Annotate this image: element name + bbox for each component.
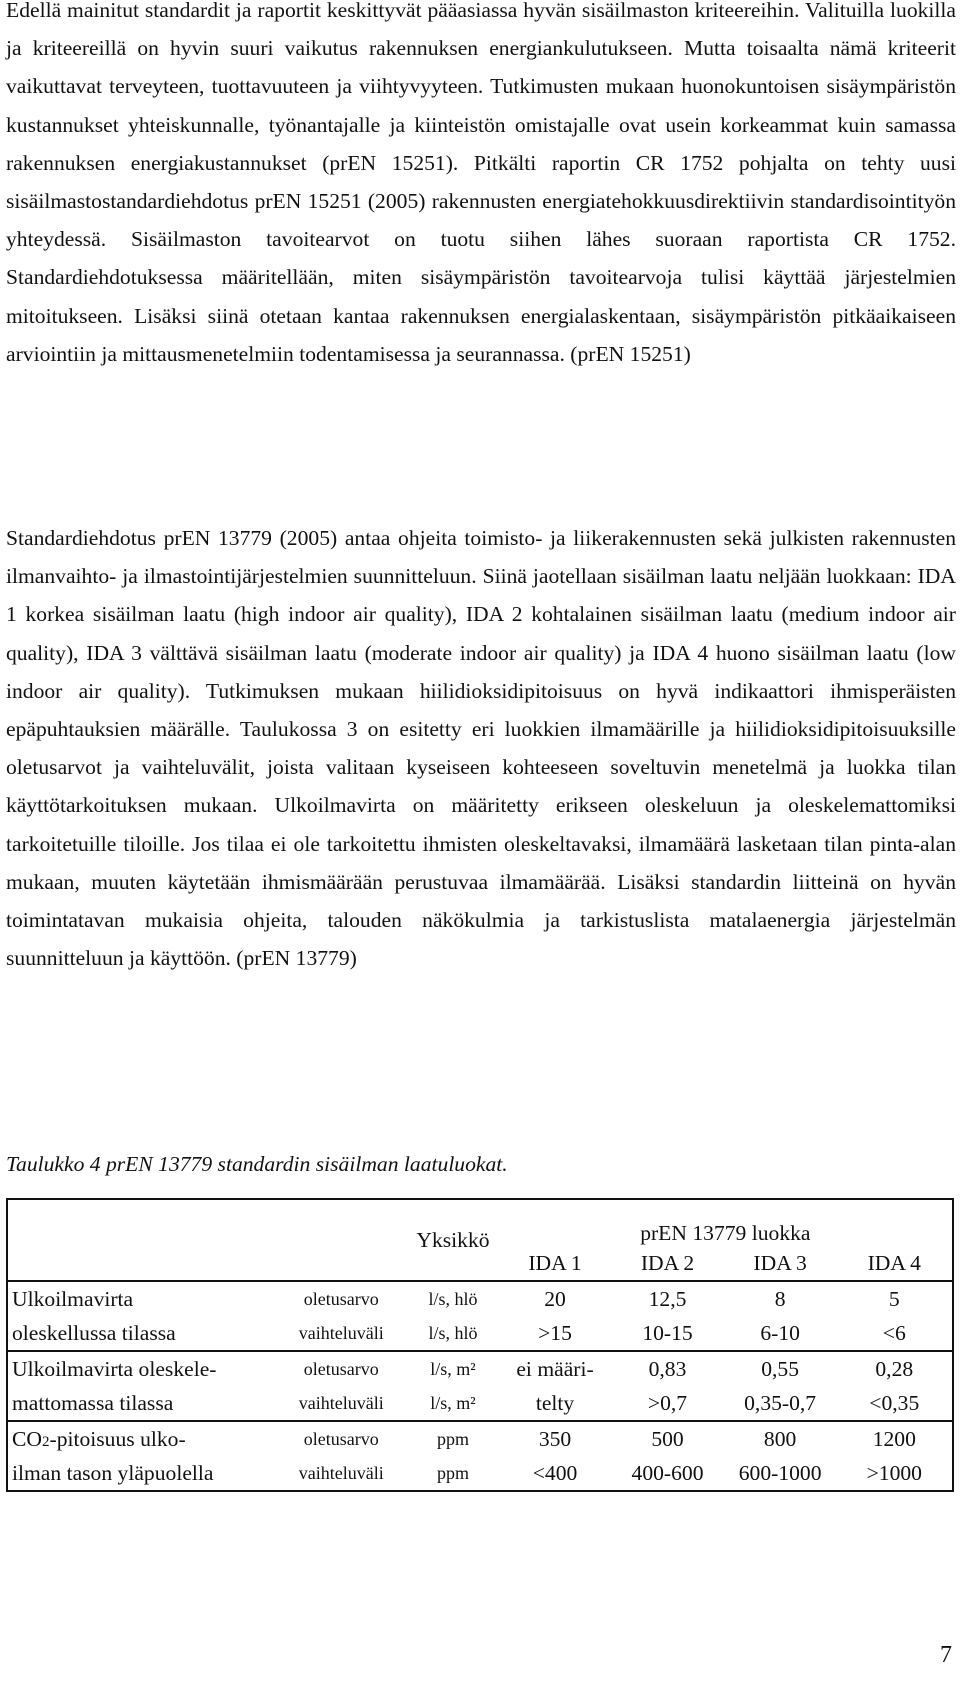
- class-header: IDA 2: [640, 1250, 695, 1275]
- value-cell: ei määri-: [499, 1351, 612, 1386]
- value-cell: telty: [535, 1390, 575, 1415]
- table-caption: Taulukko 4 prEN 13779 standardin sisäilman laatuluokat.: [6, 1152, 508, 1176]
- value-cell: 350: [499, 1421, 612, 1456]
- table-header-row-1: [7, 1199, 953, 1246]
- table-row: [7, 1281, 953, 1316]
- table-row: [7, 1316, 953, 1351]
- unit-cell: ppm: [407, 1421, 498, 1456]
- class-header: IDA 1: [528, 1250, 582, 1275]
- page-number: 7: [940, 1642, 952, 1668]
- value-cell: 0,35-0,7: [744, 1390, 817, 1415]
- value-cell: >1000: [866, 1460, 922, 1485]
- unit-cell: l/s, hlö: [428, 1322, 478, 1343]
- class-header: IDA 3: [753, 1250, 807, 1275]
- row-label: Ulkoilmavirta oleskele-: [7, 1351, 275, 1386]
- value-type: vaihteluväli: [298, 1462, 384, 1483]
- value-cell: 0,83: [611, 1351, 723, 1386]
- row-label: [7, 1421, 275, 1456]
- value-type: oletusarvo: [275, 1281, 407, 1316]
- value-cell: 5: [837, 1281, 953, 1316]
- table-row: [7, 1386, 953, 1421]
- unit-header: Yksikkö: [416, 1227, 490, 1252]
- value-cell: >15: [538, 1320, 572, 1345]
- header-empty-cell: [275, 1199, 407, 1281]
- row-label-part: CO: [12, 1426, 42, 1451]
- row-label-subscript: 2: [42, 1433, 50, 1450]
- class-header: IDA 4: [867, 1250, 921, 1275]
- value-cell: <0,35: [869, 1390, 920, 1415]
- row-label: mattomassa tilassa: [12, 1390, 174, 1415]
- unit-cell: ppm: [436, 1462, 469, 1483]
- row-label: ilman tason yläpuolella: [12, 1460, 214, 1485]
- value-cell: <400: [532, 1460, 578, 1485]
- row-label: oleskellussa tilassa: [12, 1320, 176, 1345]
- unit-cell: l/s, m²: [430, 1392, 476, 1413]
- paragraph-2: Standardiehdotus prEN 13779 (2005) antaa ohjeita toimisto- ja liikerakennusten sekä julkisten rakennusten ilmanvaihto- ja ilmastointijärjestelmien suunnitteluun. Siinä jaotellaan sisäilman laatu neljään luokkaan: IDA 1 korkea sisäilman laatu (high indoor air quality), IDA 2 kohtalainen sisäilman laatu (medium indoor air quality), IDA 3 välttävä sisäilman laatu (moderate indoor air quality) ja IDA 4 huono sisäilman laatu (low indoor air quality). Tutkimuksen mukaan hiilidioksidipitoisuus on hyvä indikaattori ihmisperäisten epäpuhtauksien määrälle. Taulukossa 3 on esitetty eri luokkien ilmamäärille ja hiilidioksidipitoisuuksille oletusarvot ja vaihteluvälit, joista valitaan kyseiseen kohteeseen soveltuvin menetelmä ja luokka tilan käyttötarkoituksen mukaan. Ulkoilmavirta on määritetty erikseen oleskeluun ja oleskelemattomiksi tarkoitetuille tiloille. Jos tilaa ei ole tarkoitettu ihmisten oleskeltavaksi, ilmamäärä lasketaan tilan pinta-alan mukaan, muuten käytetään ihmismäärään perustuvaa ilmamäärää. Lisäksi standardin liitteinä on hyvän toimintatavan mukaisia ohjeita, talouden näkökulmia ja tarkistuslista matalaenergia järjestelmän suunnitteluun ja käyttöön. (prEN 13779): [6, 526, 956, 971]
- table-row: [7, 1421, 953, 1456]
- row-label: Ulkoilmavirta: [7, 1281, 275, 1316]
- value-cell: 0,55: [724, 1351, 837, 1386]
- value-type: vaihteluväli: [298, 1392, 384, 1413]
- unit-cell: l/s, m²: [407, 1351, 498, 1386]
- header-empty-cell: [7, 1199, 275, 1281]
- unit-cell: l/s, hlö: [407, 1281, 498, 1316]
- row-label-part: -pitoisuus ulko-: [49, 1426, 186, 1451]
- value-type: vaihteluväli: [298, 1322, 384, 1343]
- value-cell: 400-600: [631, 1460, 704, 1485]
- value-cell: <6: [882, 1320, 906, 1345]
- value-cell: 1200: [837, 1421, 953, 1456]
- value-cell: 500: [611, 1421, 723, 1456]
- table-row: [7, 1456, 953, 1491]
- class-group-header: prEN 13779 luokka: [640, 1221, 811, 1245]
- value-cell: 800: [724, 1421, 837, 1456]
- value-type: oletusarvo: [275, 1421, 407, 1456]
- paragraph-1: Edellä mainitut standardit ja raportit keskittyvät pääasiassa hyvän sisäilmaston kriteereihin. Valituilla luokilla ja kriteereillä on hyvin suuri vaikutus rakennuksen energiankulutukseen. Mutta toisaalta nämä kriteerit vaikuttavat terveyteen, tuottavuuteen ja viihtyvyyteen. Tutkimusten mukaan huonokuntoisen sisäympäristön kustannukset yhteiskunnalle, työnantajalle ja kiinteistön omistajalle ovat usein korkeammat kuin samassa rakennuksen energiakustannukset (prEN 15251). Pitkälti raportin CR 1752 pohjalta on tehty uusi sisäilmastostandardiehdotus prEN 15251 (2005) rakennusten energiatehokkuusdirektiivin standardisointityön yhteydessä. Sisäilmaston tavoitearvot on tuotu siihen lähes suoraan raportista CR 1752. Standardiehdotuksessa määritellään, miten sisäympäristön tavoitearvoja tulisi käyttää järjestelmien mitoitukseen. Lisäksi siinä otetaan kantaa rakennuksen energialaskentaan, sisäympäristön pitkäaikaiseen arviointiin ja mittausmenetelmiin todentamisessa ja seurannassa. (prEN 15251): [6, 0, 956, 366]
- value-cell: 8: [724, 1281, 837, 1316]
- value-type: oletusarvo: [275, 1351, 407, 1386]
- table-row: [7, 1351, 953, 1386]
- value-cell: 10-15: [642, 1320, 693, 1345]
- value-cell: 12,5: [611, 1281, 723, 1316]
- value-cell: 6-10: [760, 1320, 800, 1345]
- value-cell: >0,7: [647, 1390, 688, 1415]
- air-quality-table: [6, 1198, 954, 1492]
- value-cell: 0,28: [837, 1351, 953, 1386]
- value-cell: 600-1000: [738, 1460, 822, 1485]
- value-cell: 20: [499, 1281, 612, 1316]
